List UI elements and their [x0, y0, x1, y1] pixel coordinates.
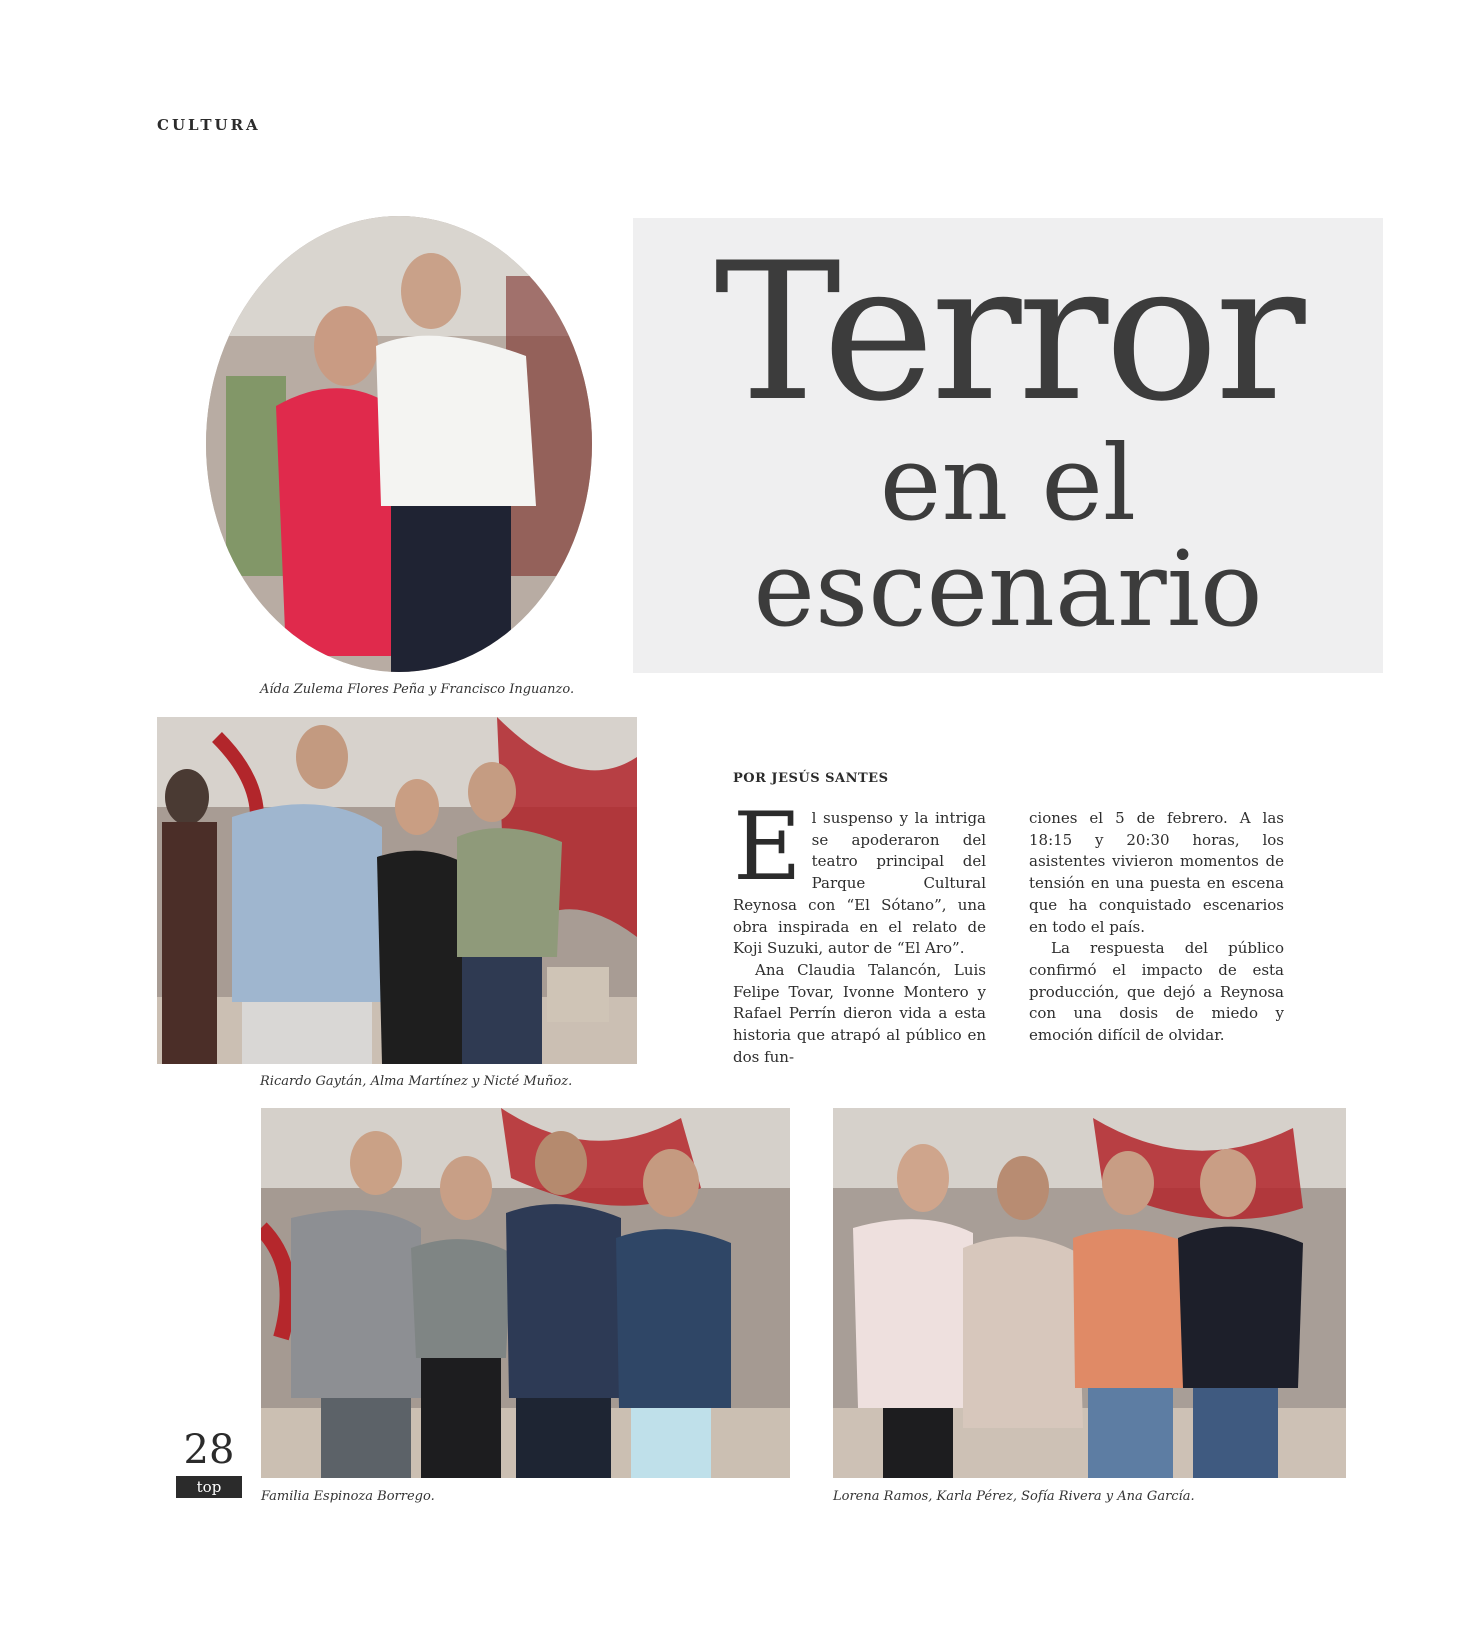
photo-family: [261, 1108, 790, 1478]
photo-couple-oval: [206, 216, 592, 672]
caption-photo-3: Familia Espinoza Borrego.: [261, 1489, 435, 1504]
section-label: CULTURA: [157, 116, 261, 134]
caption-photo-1: Aída Zulema Flores Peña y Francisco Inguanzo.: [260, 682, 575, 697]
photo-group-three: [157, 717, 637, 1064]
article-paragraph-1: [733, 793, 986, 960]
headline-line-2: en el: [879, 422, 1137, 544]
caption-photo-2: Ricardo Gaytán, Alma Martínez y Nicté Muñoz.: [260, 1074, 573, 1089]
photo-four-women: [833, 1108, 1346, 1478]
headline-main: Terror: [714, 222, 1302, 443]
byline: POR JESÚS SANTES: [733, 771, 889, 786]
article-paragraph-1-text: l suspenso y la intriga se apoderaron del teatro principal del Parque Cultural Reynosa con “El Sótano”, una obra inspirada en el relato de Koji Suzuki, autor de “El Aro”.: [733, 809, 986, 958]
drop-cap: E: [733, 793, 802, 902]
caption-photo-4: Lorena Ramos, Karla Pérez, Sofía Rivera y Ana García.: [833, 1489, 1195, 1504]
article-column-1: [733, 793, 986, 1068]
headline-block: [633, 218, 1383, 673]
brand-tag: top: [176, 1476, 242, 1498]
article-paragraph-4: La respuesta del público confirmó el impacto de esta producción, que dejó a Reynosa con una dosis de miedo y emoción difícil de olvidar.: [1029, 939, 1284, 1045]
article-paragraph-3: ciones el 5 de febrero. A las 18:15 y 20:30 horas, los asistentes vivieron momentos de tensión en una puesta en escena que ha conquistado escenarios en todo el país.: [1029, 809, 1284, 936]
article-column-2: [1029, 808, 1284, 1047]
headline-line-3: escenario: [753, 528, 1263, 650]
page-number: 28: [183, 1427, 235, 1473]
article-paragraph-2: Ana Claudia Talancón, Luis Felipe Tovar, Ivonne Montero y Rafael Perrín dieron vida a esta historia que atrapó al público en dos fun-: [733, 960, 986, 1066]
